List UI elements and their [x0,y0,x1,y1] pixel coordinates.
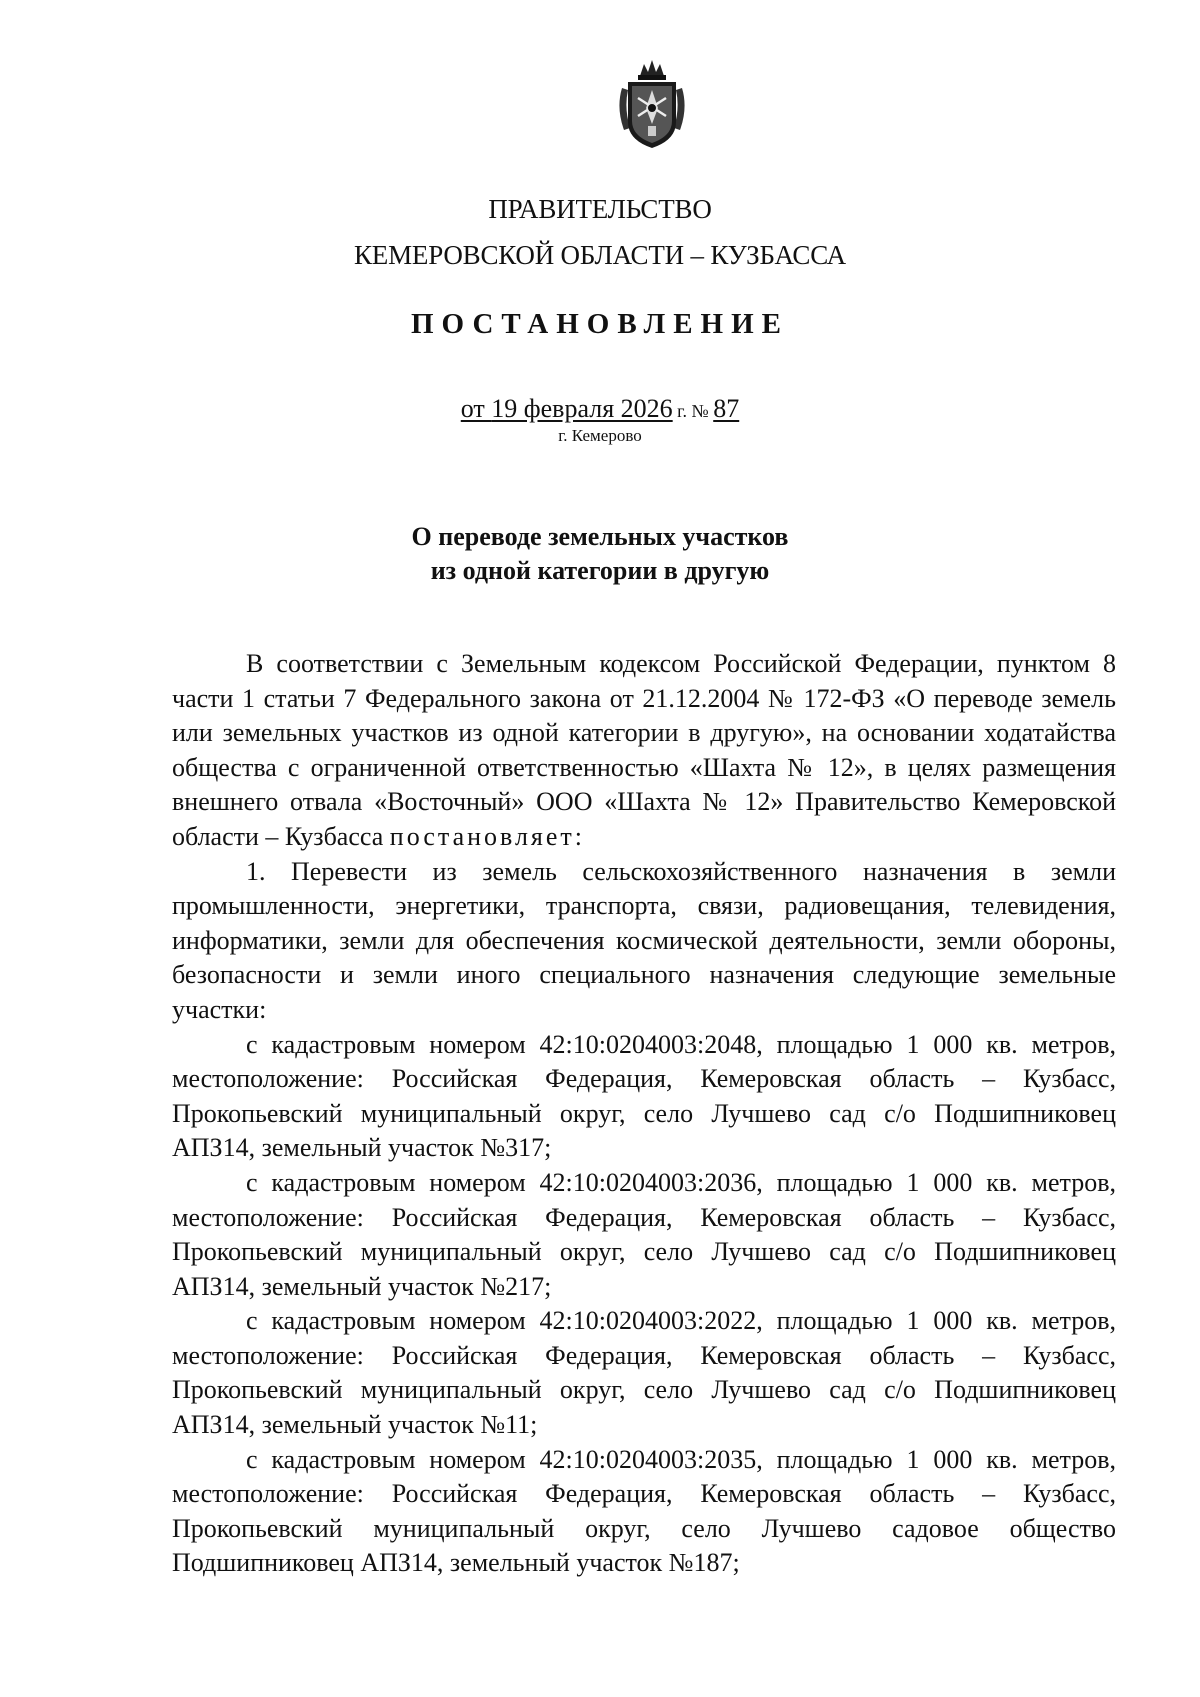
document-type-title: ПОСТАНОВЛЕНИЕ [410,308,789,340]
decree-word: постановляет: [389,821,586,851]
government-name-line2: КЕМЕРОВСКОЙ ОБЛАСТИ – КУЗБАССА [354,240,846,270]
document-date: 19 февраля 2026 [491,394,673,423]
kuzbass-coat-of-arms-icon [614,58,690,150]
preamble-paragraph [172,647,1116,855]
parcel-item: с кадастровым номером 42:10:0204003:2022, площадью 1 000 кв. метров, местоположение: Российская Федерация, Кемеровская область – Кузбасс, Прокопьевский муниципальный округ, село Лучшево сад с/о Подшипниковец АПЗ14, земельный участок №11; [172,1306,1116,1440]
city-name: г. Кемерово [558,426,642,445]
point-1-paragraph: 1. Перевести из земель сельскохозяйственного назначения в земли промышленности, энергетики, транспорта, связи, радиовещания, телевидения, информатики, земли для обеспечения космической деятельности, земли обороны, безопасности и земли иного специального назначения следующие земельные участки: [172,856,1116,1024]
document-body [172,647,1116,1581]
date-number-line [0,394,1200,424]
parcel-item: с кадастровым номером 42:10:0204003:2036, площадью 1 000 кв. метров, местоположение: Российская Федерация, Кемеровская область – Кузбасс, Прокопьевский муниципальный округ, село Лучшево сад с/о Подшипниковец АПЗ14, земельный участок №217; [172,1167,1116,1301]
document-number: 87 [713,394,740,423]
year-abbreviation: г. [672,401,692,421]
parcel-item: с кадастровым номером 42:10:0204003:2048, площадью 1 000 кв. метров, местоположение: Российская Федерация, Кемеровская область – Кузбасс, Прокопьевский муниципальный округ, село Лучшево сад с/о Подшипниковец АПЗ14, земельный участок №317; [172,1029,1116,1163]
parcel-item: с кадастровым номером 42:10:0204003:2035, площадью 1 000 кв. метров, местоположение: Российская Федерация, Кемеровская область – Кузбасс, Прокопьевский муниципальный округ, село Лучшево садовое общество Подшипниковец АПЗ14, земельный участок №187; [172,1444,1116,1578]
number-sign: № [691,401,714,421]
date-prefix: от [460,394,492,423]
preamble-text: В соответствии с Земельным кодексом Российской Федерации, пунктом 8 части 1 статьи 7 Федерального закона от 21.12.2004 № 172-ФЗ «О переводе земель или земельных участков из одной категории в другую», на основании ходатайства общества с ограниченной ответственностью «Шахта № 12», в целях размещения внешнего отвала «Восточный» ООО «Шахта № 12» Правительство Кемеровской области – Кузбасса [172,649,1116,851]
government-name-line1: ПРАВИТЕЛЬСТВО [488,194,712,224]
subject-title-line1: О переводе земельных участков [411,522,789,551]
subject-title-line2: из одной категории в другую [430,556,770,585]
